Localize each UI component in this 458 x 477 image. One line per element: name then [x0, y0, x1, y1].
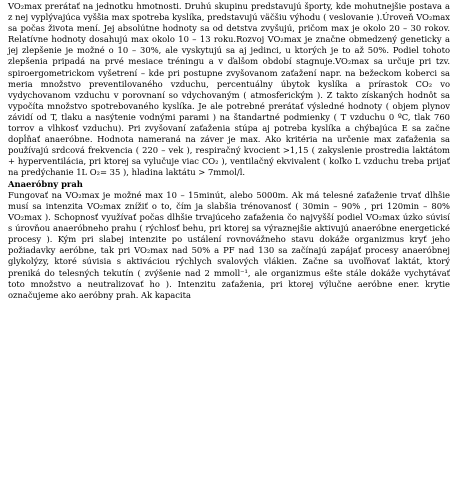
section-heading: Anaeróbny prah	[8, 178, 83, 189]
body-paragraph-vo2max: VO₂max prerátať na jednotku hmotnosti. Druhú skupinu predstavujú športy, kde mohutnejšie postava a z nej vyplývajúca vyššia max spotreba kyslíka, predstavujú väčšiu výhodu ( veslovanie ).Úroveň VO₂max sa počas života mení. Jej absolútne hodnoty sa od detstva zvyšujú, pričom max je okolo 20 – 30 rokov. Relatívne hodnoty dosahujú max okolo 10 – 13 roku.Rozvoj VO₂max je značne obmedzený geneticky a jej zlepšenie je možné o 10 – 30%, ale vyskytujú sa aj jedinci, u ktorých je to až 50%. Podiel tohoto zlepšenia pripadá na prvé mesiace tréningu a v ďalšom období stagnuje.VO₂max sa určuje pri tzv. spiroergometrickom vyšetrení – kde pri postupne zvyšovanom zaťažení napr. na bežeckom koberci sa meria množstvo preventilovaného vzduchu, percentuálny úbytok kyslíka a prírastok CO₂ vo vydychovanom vzduchu v porovnaní so vdychovaným ( atmosferickým ). Z takto získaných hodnôt sa vypočíta množstvo spotrebovaného kyslíka. Je ale potrebné prerátať výsledné hodnoty ( objem plynov závidí od T, tlaku a nasýtenie vodnými parami ) na štandartné podmienky ( T vzduchu 0 ºC, tlak 760 torrov a vlhkosť vzduchu). Pri zvyšovaní zaťaženia stúpa aj potreba kyslíka a chýbajúca E sa začne dopĺňať anaeróbne. Hodnota nameraná na záver je max. Ako kritéria na určenie max zaťaženia sa používajú srdcová frekvencia ( 220 – vek ), respiračný kvocient >1,15 ( zakyslenie prostredia laktátom + hyperventilácia, pri ktorej sa vylučuje viac CO₂ ), ventilačný ekvivalent ( koľko L vzduchu treba prijať na predýchanie 1L O₂= 35 ), hladina laktátu > 7mmol/l.	[8, 1, 450, 178]
body-paragraph-anaerobic-threshold: Fungovať na VO₂max je možné max 10 – 15minút, alebo 5000m. Ak má telesné zaťaženie trvať dlhšie musí sa intenzita VO₂max znížiť o to, čím ja slabšia trénovanosť ( 30min – 90% , pri 120min – 80% VO₂max ). Schopnosť využívať počas dlhšie trvajúceho zaťaženia čo najvyšší podiel VO₂max úzko súvisí s úrovňou anaeróbneho prahu ( rýchlosť behu, pri ktorej sa výraznejšie aktivujú anaeróbne energetické procesy ). Kým pri slabej intenzite po ustálení rovnovážneho stavu dokáže organizmus kryť jeho požiadavky aeróbne, tak pri VO₂max nad 50% a PF nad 130 sa začínajú zapájať procesy anaeróbnej glykolýzy, ktoré súvisia s aktiváciou rýchlych svalových vlákien. Začne sa uvoľňovať laktát, ktorý preniká do telesných tekutín ( zvýšenie nad 2 mmoll⁻¹, ale organizmus ešte stále dokáže vychytávať toto množstvo a neutralizovať ho ). Intenzitu zaťaženia, pri ktorej výlučne aeróbne ener. krytie označujeme ako aeróbny prah. Ak kapacita	[8, 189, 450, 300]
